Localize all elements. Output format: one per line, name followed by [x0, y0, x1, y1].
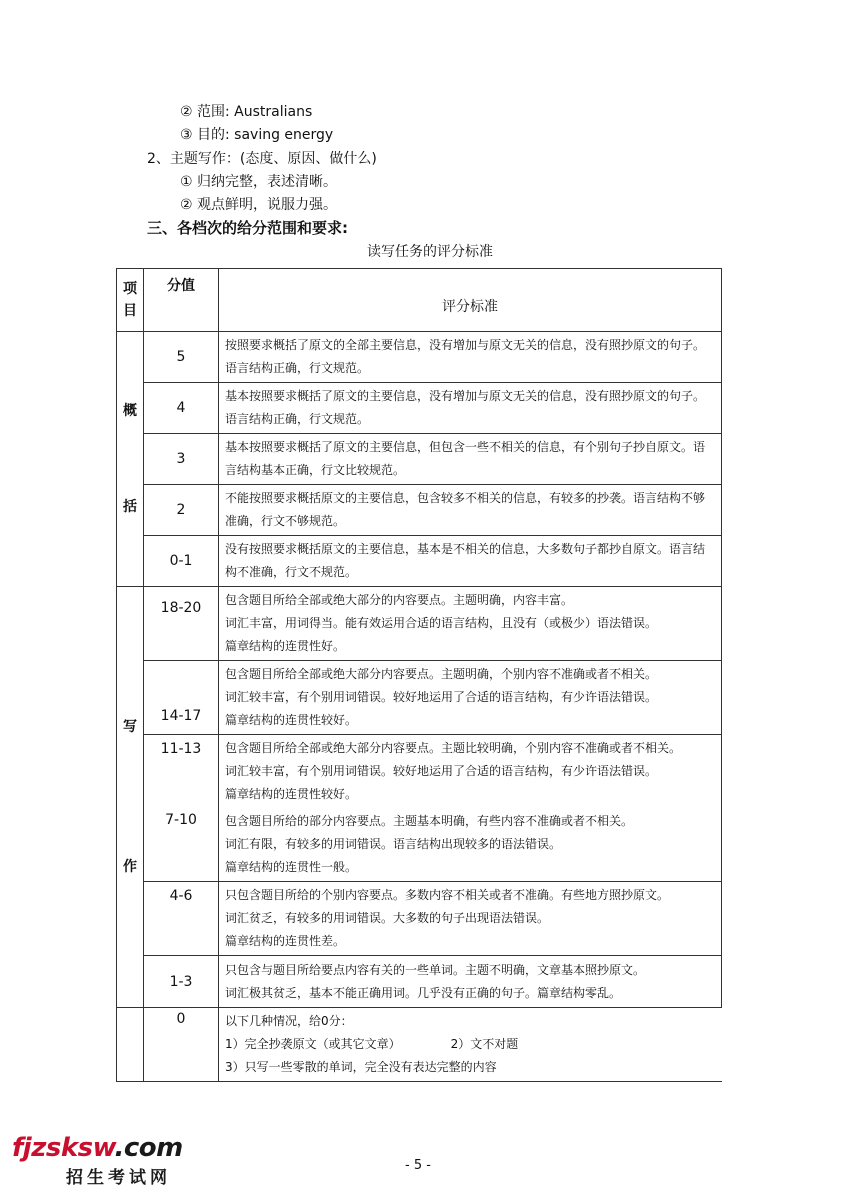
table-row [117, 536, 722, 587]
score-cell: 0 [144, 1008, 219, 1082]
intro-line-viewpoint: ② 观点鲜明，说服力强。 [180, 197, 338, 213]
score-cell: 7-10 [144, 808, 219, 882]
table-row [117, 485, 722, 536]
header-item: 项目 [117, 269, 144, 332]
table-header-row [117, 269, 722, 332]
score-cell: 1-3 [144, 956, 219, 1008]
criteria-cell: 按照要求概括了原文的全部主要信息，没有增加与原文无关的信息，没有照抄原文的句子。语言结构正确，行文规范。 [219, 332, 722, 383]
criteria-cell: 不能按照要求概括原文的主要信息，包含较多不相关的信息，有较多的抄袭。语言结构不够准确，行文不够规范。 [219, 485, 722, 536]
criteria-cell: 基本按照要求概括了原文的主要信息，但包含一些不相关的信息，有个别句子抄自原文。语言结构基本正确，行文比较规范。 [219, 434, 722, 485]
section-heading: 三、各档次的给分范围和要求: [147, 219, 348, 237]
header-criteria: 评分标准 [219, 269, 722, 332]
criteria-cell: 包含题目所给的部分内容要点。主题基本明确，有些内容不准确或者不相关。 词汇有限，有较多的用词错误。语言结构出现较多的语法错误。 篇章结构的连贯性一般。 [219, 808, 722, 882]
table-title: 读写任务的评分标准 [367, 244, 493, 260]
score-cell: 4-6 [144, 882, 219, 956]
score-cell: 2 [144, 485, 219, 536]
criteria-cell: 基本按照要求概括了原文的主要信息，没有增加与原文无关的信息，没有照抄原文的句子。语言结构正确，行文规范。 [219, 383, 722, 434]
criteria-cell: 包含题目所给全部或绝大部分内容要点。主题明确，个别内容不准确或者不相关。 词汇较丰富，有个别用词错误。较好地运用了合适的语言结构，有少许语法错误。 篇章结构的连贯性较好。 [219, 661, 722, 735]
criteria-cell: 包含题目所给全部或绝大部分内容要点。主题比较明确，个别内容不准确或者不相关。 词汇较丰富，有个别用词错误。较好地运用了合适的语言结构，有少许语法错误。 篇章结构的连贯性较好。 [219, 735, 722, 809]
table-row [117, 332, 722, 383]
intro-line-purpose: ③ 目的: saving energy [180, 127, 334, 143]
page-number: - 5 - [405, 1158, 431, 1173]
intro-line-scope: ② 范围: Australians [180, 104, 313, 120]
score-cell: 3 [144, 434, 219, 485]
criteria-cell: 包含题目所给全部或绝大部分的内容要点。主题明确，内容丰富。 词汇丰富，用词得当。能有效运用合适的语言结构，且没有（或极少）语法错误。 篇章结构的连贯性好。 [219, 587, 722, 661]
criteria-cell: 没有按照要求概括原文的主要信息，基本是不相关的信息，大多数句子都抄自原文。语言结构不准确，行文不规范。 [219, 536, 722, 587]
score-cell: 18-20 [144, 587, 219, 661]
site-logo: fjzsksw.com 招生考试网 [12, 1133, 183, 1188]
header-score: 分值 [144, 269, 219, 332]
table-row [117, 383, 722, 434]
table-row [117, 735, 722, 809]
score-cell: 11-13 [144, 735, 219, 809]
criteria-cell: 只包含与题目所给要点内容有关的一些单词。主题不明确，文章基本照抄原文。 词汇极其贫乏，基本不能正确用词。几乎没有正确的句子。篇章结构零乱。 [219, 956, 722, 1008]
item-writing: 写作 [117, 587, 144, 1008]
score-cell: 5 [144, 332, 219, 383]
table-row [117, 587, 722, 661]
table-row [117, 956, 722, 1008]
table-row [117, 808, 722, 882]
table-row [117, 434, 722, 485]
item-summary: 概括 [117, 332, 144, 587]
criteria-cell: 只包含题目所给的个别内容要点。多数内容不相关或者不准确。有些地方照抄原文。 词汇贫乏，有较多的用词错误。大多数的句子出现语法错误。 篇章结构的连贯性差。 [219, 882, 722, 956]
intro-line-topic-writing: 2、主题写作：(态度、原因、做什么) [147, 151, 377, 167]
item-blank [117, 1008, 144, 1082]
table-row-zero [117, 1008, 722, 1082]
score-cell: 4 [144, 383, 219, 434]
score-cell: 14-17 [144, 661, 219, 735]
score-cell: 0-1 [144, 536, 219, 587]
scoring-table [116, 268, 722, 1082]
criteria-cell: 以下几种情况，给0分： 1）完全抄袭原文（或其它文章） 2）文不对题 3）只写一些零散的单词，完全没有表达完整的内容 [219, 1008, 722, 1082]
table-row [117, 882, 722, 956]
table-row [117, 661, 722, 735]
intro-line-summary-point: ① 归纳完整，表述清晰。 [180, 174, 338, 190]
